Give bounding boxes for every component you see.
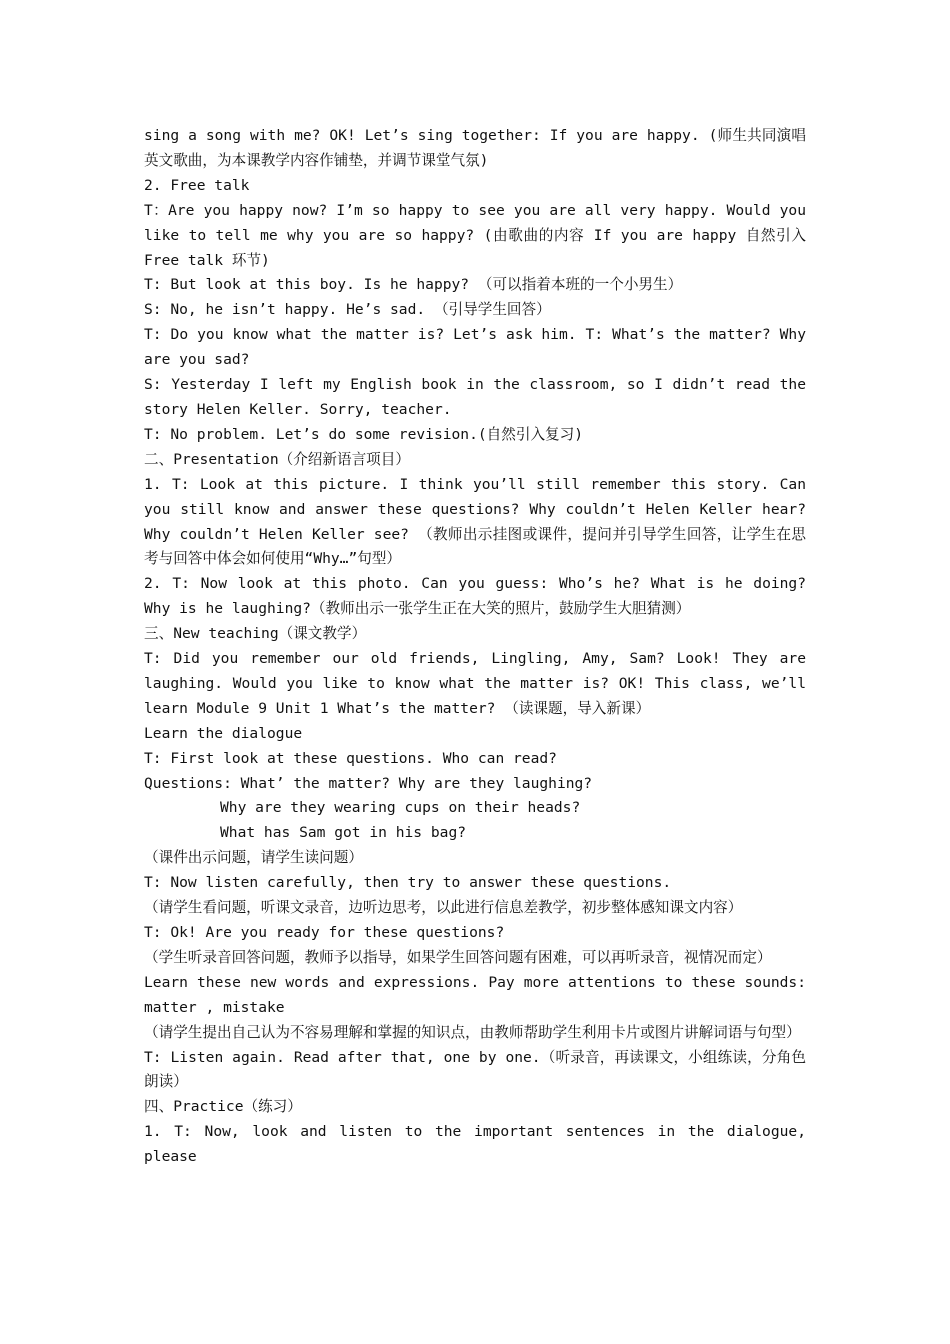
note-knowledge-points: （请学生提出自己认为不容易理解和掌握的知识点，由教师帮助学生利用卡片或图片讲解词语与句型） bbox=[144, 1023, 801, 1041]
paragraph-look-boy: T: But look at this boy. Is he happy? （可以指着本班的一个小男生） bbox=[144, 276, 683, 294]
paragraph-whats-matter: T: Do you know what the matter is? Let’s ask him. T: What’s the matter? Why are you sad? bbox=[144, 326, 806, 369]
question-3: What has Sam got in his bag? bbox=[220, 824, 467, 842]
section-heading-presentation: 二、Presentation（介绍新语言项目） bbox=[144, 450, 410, 468]
section-heading-new-teaching: 三、New teaching（课文教学） bbox=[144, 625, 367, 643]
paragraph-song: sing a song with me? OK! Let’s sing together: If you are happy. (师生共同演唱英文歌曲，为本课教学内容作铺垫，并调节课堂气氛) bbox=[144, 127, 806, 169]
note-show-questions: （课件出示问题，请学生读问题） bbox=[144, 849, 363, 867]
paragraph-listen-again: T: Listen again. Read after that, one by one.（听录音，再读课文，小组练读，分角色朗读） bbox=[144, 1048, 806, 1091]
note-answer-questions: （学生听录音回答问题，教师予以指导，如果学生回答问题有困难，可以再听录音，视情况而定） bbox=[144, 948, 772, 966]
paragraph-listen-carefully: T: Now listen carefully, then try to answer these questions. bbox=[144, 874, 672, 892]
subheading-learn-dialogue: Learn the dialogue bbox=[144, 724, 303, 742]
paragraph-ready: T: Ok! Are you ready for these questions? bbox=[144, 924, 505, 941]
paragraph-student-book: S: Yesterday I left my English book in the classroom, so I didn’t read the story Helen Keller. Sorry, teacher. bbox=[144, 376, 806, 418]
paragraph-new-words: Learn these new words and expressions. Pay more attentions to these sounds: matter , mistake bbox=[144, 973, 806, 1016]
paragraph-first-look: T: First look at these questions. Who can read? bbox=[144, 749, 557, 767]
question-1: Questions: What’ the matter? Why are they laughing? bbox=[144, 774, 593, 792]
note-info-gap: （请学生看问题，听课文录音，边听边思考，以此进行信息差教学，初步整体感知课文内容） bbox=[144, 899, 743, 917]
paragraph-old-friends: T: Did you remember our old friends, Lingling, Amy, Sam? Look! They are laughing. Would you like to know what the matter is? OK! This class, we’ll learn Module 9 Unit 1 What’s the matter? （读课题，导入新课） bbox=[144, 650, 806, 717]
paragraph-revision: T: No problem. Let’s do some revision.(自然引入复习) bbox=[144, 425, 584, 443]
heading-free-talk: 2. Free talk bbox=[144, 176, 250, 194]
section-heading-practice: 四、Practice（练习） bbox=[144, 1098, 302, 1116]
document-body bbox=[144, 124, 806, 1170]
paragraph-student-sad: S: No, he isn’t happy. He’s sad. （引导学生回答） bbox=[144, 301, 551, 319]
paragraph-presentation-2: 2. T: Now look at this photo. Can you guess: Who’s he? What is he doing? Why is he laughing?（教师出示一张学生正在大笑的照片，鼓励学生大胆猜测） bbox=[144, 575, 806, 618]
paragraph-teacher-happy: T：Are you happy now? I’m so happy to see you are all very happy. Would you like to tell me why you are so happy? (由歌曲的内容 If you are happy 自然引入 Free talk 环节) bbox=[144, 201, 806, 269]
question-2: Why are they wearing cups on their heads? bbox=[220, 799, 581, 817]
paragraph-practice-1: 1. T: Now, look and listen to the important sentences in the dialogue, please bbox=[144, 1123, 806, 1166]
paragraph-presentation-1: 1. T: Look at this picture. I think you’ll still remember this story. Can you still know and answer these questions? Why couldn’t Helen Keller hear? Why couldn’t Helen Keller see? （教师出示挂图或课件，提问并引导学生回答，让学生在思考与回答中体会如何使用“Why…”句型） bbox=[144, 475, 806, 568]
